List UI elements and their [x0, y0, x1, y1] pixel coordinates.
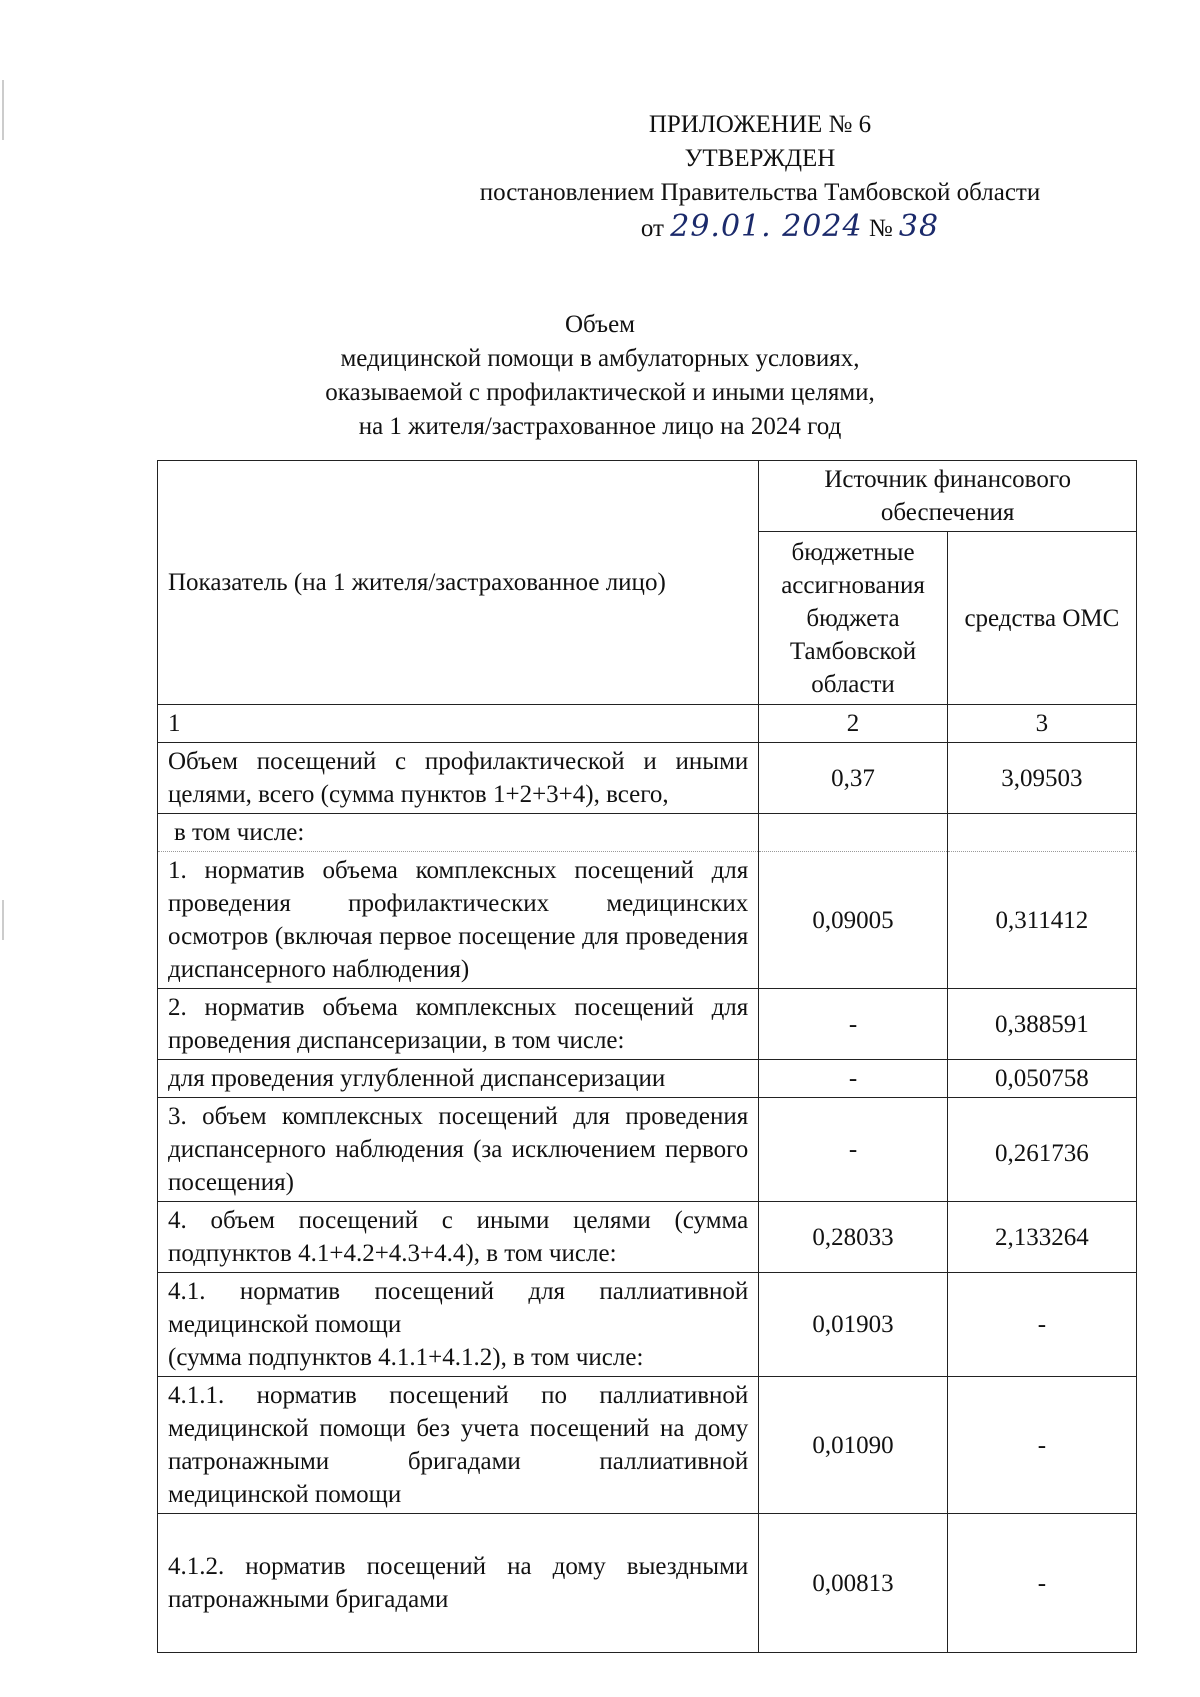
- row-budget-value: 0,00813: [759, 1514, 948, 1653]
- row-oms-value: 0,388591: [947, 989, 1136, 1060]
- row-budget-value: 0,01090: [759, 1377, 948, 1514]
- approval-header: [440, 108, 1080, 246]
- row-label: 4.1.1. норматив посещений по паллиативной медицинской помощи без учета посещений на дому патронажными бригадами паллиативной медицинской помощи: [158, 1377, 759, 1514]
- col-number: 3: [947, 705, 1136, 743]
- row-oms-value: [947, 814, 1136, 852]
- table-header-row: [158, 461, 1137, 532]
- handwritten-number: 38: [898, 209, 940, 244]
- row-budget-value: 0,01903: [759, 1273, 948, 1377]
- table-row: [158, 1514, 1137, 1653]
- scan-edge-mark: [2, 80, 4, 140]
- row-label: 2. норматив объема комплексных посещений для проведения диспансеризации, в том числе:: [158, 989, 759, 1060]
- volume-table: [157, 460, 1137, 1653]
- row-label: 4. объем посещений с иными целями (сумма подпунктов 4.1+4.2+4.3+4.4), в том числе:: [158, 1202, 759, 1273]
- row-budget-value: 0,37: [759, 743, 948, 814]
- date-prefix: от: [640, 215, 664, 242]
- row-budget-value: -: [759, 1098, 948, 1202]
- date-line: [440, 210, 1080, 246]
- table-row: [158, 1377, 1137, 1514]
- scan-edge-mark: [2, 900, 4, 940]
- header-oms: средства ОМС: [947, 532, 1136, 705]
- table-row: [158, 1098, 1137, 1202]
- header-source: Источник финансового обеспечения: [759, 461, 1137, 532]
- row-oms-value: 0,261736: [947, 1098, 1136, 1202]
- column-number-row: [158, 705, 1137, 743]
- table-row: [158, 852, 1137, 989]
- table-row: [158, 1202, 1137, 1273]
- row-label-part: 4.1. норматив посещений для паллиативной медицинской помощи: [168, 1278, 749, 1338]
- row-oms-value: 2,133264: [947, 1202, 1136, 1273]
- row-budget-value: -: [759, 1060, 948, 1098]
- row-label: 3. объем комплексных посещений для проведения диспансерного наблюдения (за исключением первого посещения): [158, 1098, 759, 1202]
- row-label: 1. норматив объема комплексных посещений для проведения профилактических медицинских осмотров (включая первое посещение для проведения диспансерного наблюдения): [158, 852, 759, 989]
- row-oms-value: -: [947, 1273, 1136, 1377]
- row-budget-value: [759, 814, 948, 852]
- title-line-3: оказываемой с профилактической и иными целями,: [325, 379, 875, 406]
- row-label: в том числе:: [158, 814, 759, 852]
- table-row: [158, 989, 1137, 1060]
- row-budget-value: 0,28033: [759, 1202, 948, 1273]
- row-oms-value: 0,311412: [947, 852, 1136, 989]
- table-row: [158, 1273, 1137, 1377]
- row-label: 4.1.2. норматив посещений на дому выездными патронажными бригадами: [158, 1514, 759, 1653]
- header-budget: бюджетные ассигнования бюджета Тамбовской области: [759, 532, 948, 705]
- row-label: [158, 1273, 759, 1377]
- row-oms-value: 0,050758: [947, 1060, 1136, 1098]
- row-budget-value: -: [759, 989, 948, 1060]
- header-indicator: Показатель (на 1 жителя/застрахованное лицо): [158, 461, 759, 705]
- number-prefix: №: [868, 215, 893, 242]
- row-label: Объем посещений с профилактической и иными целями, всего (сумма пунктов 1+2+3+4), всего,: [158, 743, 759, 814]
- handwritten-date: 29.01. 2024: [670, 209, 863, 244]
- title-line-1: Объем: [565, 311, 635, 338]
- row-label-part: (сумма подпунктов 4.1.1+4.1.2), в том числе:: [168, 1344, 644, 1371]
- col-number: 2: [759, 705, 948, 743]
- table-row: [158, 814, 1137, 852]
- approved-by: постановлением Правительства Тамбовской области: [479, 179, 1041, 206]
- col-number: 1: [158, 705, 759, 743]
- appendix-label: ПРИЛОЖЕНИЕ № 6: [648, 111, 872, 138]
- table-row: [158, 743, 1137, 814]
- row-oms-value: 3,09503: [947, 743, 1136, 814]
- approved-label: УТВЕРЖДЕН: [684, 145, 836, 172]
- table-row: [158, 1060, 1137, 1098]
- document-title: [150, 308, 1050, 444]
- row-oms-value: -: [947, 1377, 1136, 1514]
- row-label: для проведения углубленной диспансеризации: [158, 1060, 759, 1098]
- row-oms-value: -: [947, 1514, 1136, 1653]
- row-budget-value: 0,09005: [759, 852, 948, 989]
- title-line-2: медицинской помощи в амбулаторных условиях,: [340, 345, 860, 372]
- title-line-4: на 1 жителя/застрахованное лицо на 2024 год: [358, 413, 842, 440]
